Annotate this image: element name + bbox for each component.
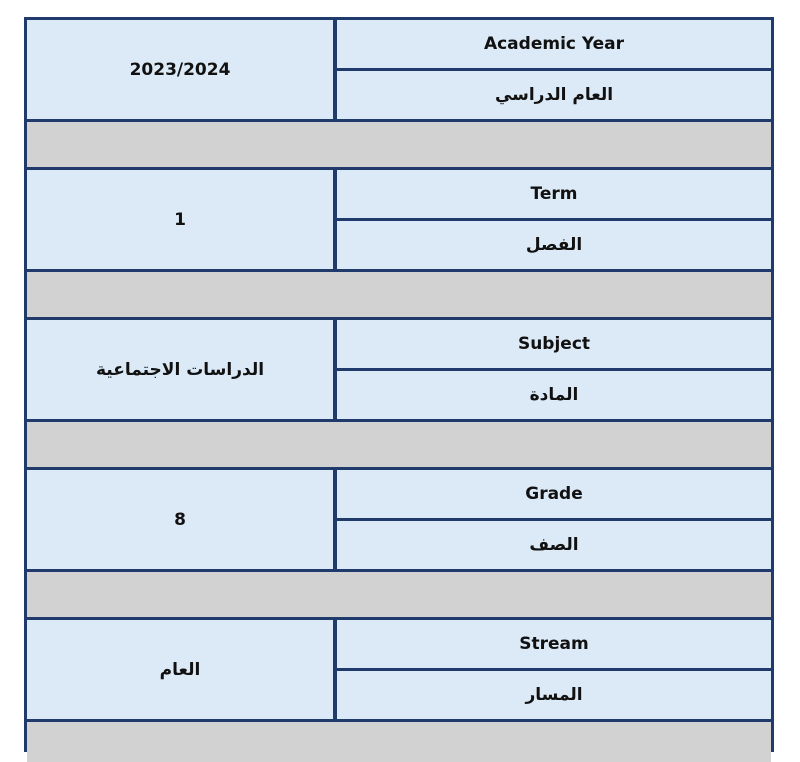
spacer-row — [27, 722, 771, 762]
spacer-row — [27, 572, 771, 617]
spacer-row — [27, 422, 771, 467]
subject-label-ar: المادة — [337, 371, 771, 419]
stream-label-en: Stream — [337, 620, 771, 668]
grade-label-en: Grade — [337, 470, 771, 518]
term-label-ar: الفصل — [337, 221, 771, 269]
academic-year-label-en: Academic Year — [337, 20, 771, 68]
subject-label-en: Subject — [337, 320, 771, 368]
academic-year-label-ar: العام الدراسي — [337, 71, 771, 119]
spacer-row — [27, 272, 771, 317]
academic-year-value: 2023/2024 — [27, 20, 333, 119]
subject-value: الدراسات الاجتماعية — [27, 320, 333, 419]
row-subject — [27, 320, 771, 419]
term-label-en: Term — [337, 170, 771, 218]
spacer-row — [27, 122, 771, 167]
row-stream — [27, 620, 771, 719]
term-value: 1 — [27, 170, 333, 269]
info-table — [24, 17, 774, 752]
stream-value: العام — [27, 620, 333, 719]
row-grade — [27, 470, 771, 569]
grade-value: 8 — [27, 470, 333, 569]
row-academic-year — [27, 20, 771, 119]
row-term — [27, 170, 771, 269]
grade-label-ar: الصف — [337, 521, 771, 569]
stream-label-ar: المسار — [337, 671, 771, 719]
